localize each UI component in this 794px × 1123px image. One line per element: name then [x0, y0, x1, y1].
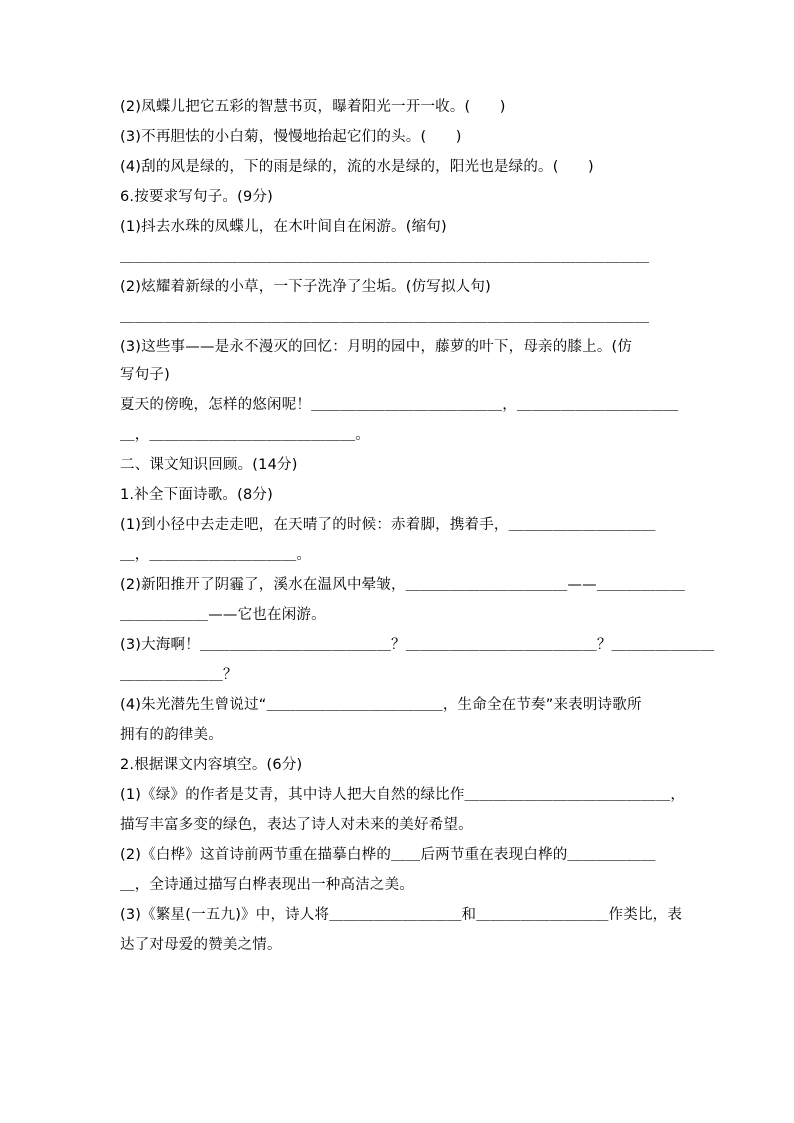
worksheet-page — [120, 99, 715, 953]
poem-item-1: (1)到小径中去走走吧，在天晴了的时候：赤着脚，携着手，＿＿＿＿＿＿＿＿＿＿ — [120, 517, 656, 533]
question-6-item-3-prompt: 夏天的傍晚，怎样的悠闲呢！＿＿＿＿＿＿＿＿＿＿＿＿＿，＿＿＿＿＿＿＿＿＿＿＿ — [120, 397, 679, 413]
question-2-heading: 2.根据课文内容填空。(6分) — [120, 757, 303, 773]
answer-blank-line: ＿＿＿＿＿＿＿＿＿＿＿＿＿＿＿＿＿＿＿＿＿＿＿＿＿＿＿＿＿＿＿＿＿＿＿＿ — [120, 249, 650, 265]
poem-item-3-cont: ＿＿＿＿＿＿＿？ — [120, 667, 238, 683]
poem-item-2-cont: ＿＿＿＿＿＿——它也在闲游。 — [120, 607, 326, 623]
question-5-item-2: (2)凤蝶儿把它五彩的智慧书页，曝着阳光一开一收。( ) — [120, 99, 506, 115]
poem-item-4: (4)朱光潜先生曾说过“＿＿＿＿＿＿＿＿＿＿＿＿，生命全在节奏”来表明诗歌所 — [120, 697, 642, 713]
question-6-item-3-cont: 写句子) — [120, 367, 170, 383]
fill-item-3-cont: 达了对母爱的赞美之情。 — [120, 937, 282, 953]
fill-item-1: (1)《绿》的作者是艾青，其中诗人把大自然的绿比作＿＿＿＿＿＿＿＿＿＿＿＿＿＿， — [120, 787, 686, 803]
poem-item-2: (2)新阳推开了阴霾了，溪水在温风中晕皱，＿＿＿＿＿＿＿＿＿＿＿——＿＿＿＿＿＿ — [120, 577, 686, 593]
section-2-heading: 二、课文知识回顾。(14分) — [120, 457, 298, 473]
fill-item-2: (2)《白桦》这首诗前两节重在描摹白桦的＿＿后两节重在表现白桦的＿＿＿＿＿＿ — [120, 847, 656, 863]
answer-blank-line: ＿＿＿＿＿＿＿＿＿＿＿＿＿＿＿＿＿＿＿＿＿＿＿＿＿＿＿＿＿＿＿＿＿＿＿＿ — [120, 309, 650, 325]
poem-item-1-cont: ＿，＿＿＿＿＿＿＿＿＿＿。 — [120, 547, 312, 563]
question-1-heading: 1.补全下面诗歌。(8分) — [120, 487, 273, 503]
question-6-item-1: (1)抖去水珠的凤蝶儿，在木叶间自在闲游。(缩句) — [120, 219, 447, 235]
poem-item-3: (3)大海啊！＿＿＿＿＿＿＿＿＿＿＿＿＿？＿＿＿＿＿＿＿＿＿＿＿＿＿？＿＿＿＿＿＿＿ — [120, 637, 715, 653]
fill-item-3: (3)《繁星(一五九)》中，诗人将＿＿＿＿＿＿＿＿＿和＿＿＿＿＿＿＿＿＿作类比，表 — [120, 907, 683, 923]
fill-item-1-cont: 描写丰富多变的绿色，表达了诗人对未来的美好希望。 — [120, 817, 473, 833]
fill-item-2-cont: ＿，全诗通过描写白桦表现出一种高洁之美。 — [120, 877, 414, 893]
question-5-item-4: (4)刮的风是绿的，下的雨是绿的，流的水是绿的，阳光也是绿的。( ) — [120, 159, 594, 175]
question-6-item-3-prompt-cont: ＿，＿＿＿＿＿＿＿＿＿＿＿＿＿＿。 — [120, 427, 370, 443]
question-6-heading: 6.按要求写句子。(9分) — [120, 189, 273, 205]
question-5-item-3: (3)不再胆怯的小白菊，慢慢地抬起它们的头。( ) — [120, 129, 462, 145]
question-6-item-3: (3)这些事——是永不漫灭的回忆：月明的园中，藤萝的叶下，母亲的膝上。(仿 — [120, 339, 633, 355]
question-6-item-2: (2)炫耀着新绿的小草，一下子洗净了尘垢。(仿写拟人句) — [120, 279, 491, 295]
poem-item-4-cont: 拥有的韵律美。 — [120, 727, 223, 743]
